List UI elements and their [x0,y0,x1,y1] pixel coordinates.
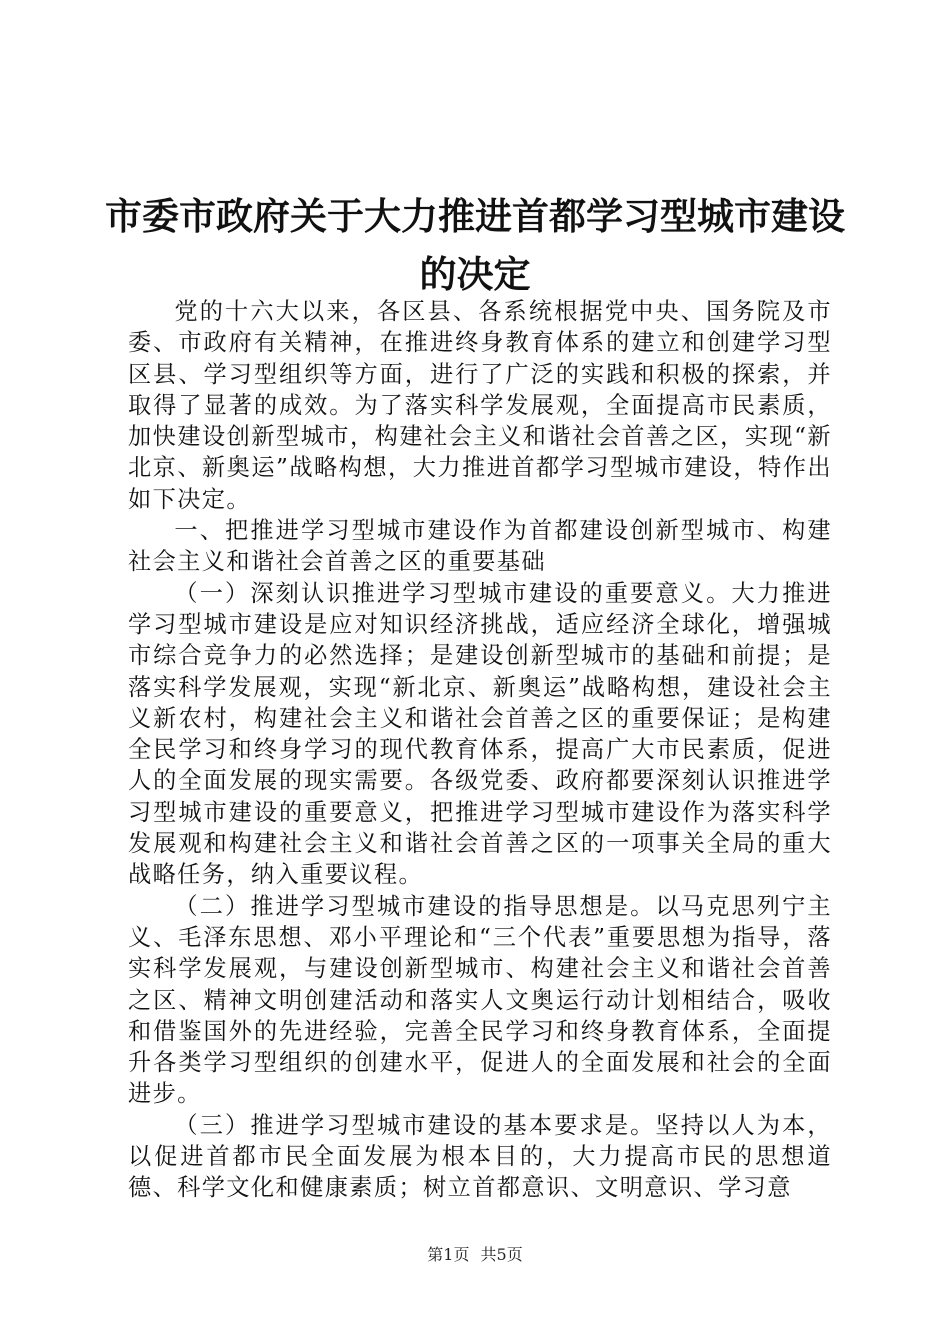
paragraph-section-heading: 一、把推进学习型城市建设作为首都建设创新型城市、构建社会主义和谐社会首善之区的重要基础 [128,517,832,576]
document-body [128,296,832,1204]
paragraph-item-1: （一）深刻认识推进学习型城市建设的重要意义。大力推进学习型城市建设是应对知识经济挑战，适应经济全球化，增强城市综合竞争力的必然选择；是建设创新型城市的基础和前提；是落实科学发展观，实现“新北京、新奥运”战略构想，建设社会主义新农村，构建社会主义和谐社会首善之区的重要保证；是构建全民学习和终身学习的现代教育体系，提高广大市民素质，促进人的全面发展的现实需要。各级党委、政府都要深刻认识推进学习型城市建设的重要意义，把推进学习型城市建设作为落实科学发展观和构建社会主义和谐社会首善之区的一项事关全局的重大战略任务，纳入重要议程。 [128,579,832,889]
page-total: 共5页 [480,1245,523,1264]
page-number: 第1页 [427,1245,470,1264]
document-title-line-2: 的决定 [419,253,531,296]
paragraph-item-3: （三）推进学习型城市建设的基本要求是。坚持以人为本，以促进首都市民全面发展为根本目的，大力提高市民的思想道德、科学文化和健康素质；树立首都意识、文明意识、学习意 [128,1111,832,1202]
paragraph-item-2: （二）推进学习型城市建设的指导思想是。以马克思列宁主义、毛泽东思想、邓小平理论和“三个代表”重要思想为指导，落实科学发展观，与建设创新型城市、构建社会主义和谐社会首善之区、精神文明创建活动和落实人文奥运行动计划相结合，吸收和借鉴国外的先进经验，完善全民学习和终身教育体系，全面提升各类学习型组织的创建水平，促进人的全面发展和社会的全面进步。 [128,892,832,1108]
paragraph-intro: 党的十六大以来，各区县、各系统根据党中央、国务院及市委、市政府有关精神，在推进终身教育体系的建立和创建学习型区县、学习型组织等方面，进行了广泛的实践和积极的探索，并取得了显著的成效。为了落实科学发展观，全面提高市民素质，加快建设创新型城市，构建社会主义和谐社会首善之区，实现“新北京、新奥运”战略构想，大力推进首都学习型城市建设，特作出如下决定。 [128,298,832,513]
document-title-line-1: 市委市政府关于大力推进首都学习型城市建设 [105,195,845,238]
page-footer [0,1242,950,1265]
